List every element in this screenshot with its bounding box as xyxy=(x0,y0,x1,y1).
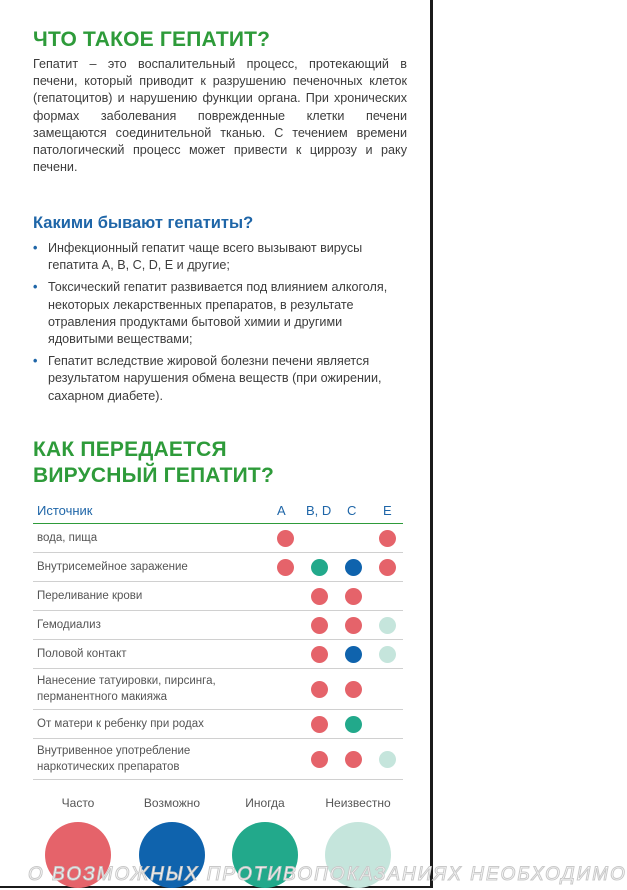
col-header-source: Источник xyxy=(37,503,93,518)
col-header-e: E xyxy=(383,503,392,518)
table-row xyxy=(33,611,403,640)
mark-possible-icon xyxy=(345,646,362,663)
list-item xyxy=(33,353,403,405)
table-row xyxy=(33,669,403,710)
table-row xyxy=(33,739,403,780)
mark-often-icon xyxy=(345,617,362,634)
mark-sometimes-icon xyxy=(311,559,328,576)
footer-cut-text: О ВОЗМОЖНЫХ ПРОТИВОПОКАЗАНИЯХ НЕОБХОДИМО xyxy=(28,864,627,885)
mark-often-icon xyxy=(311,681,328,698)
row-label: Половой контакт xyxy=(37,648,127,660)
row-label: Внутривенное употребление наркотических препаратов xyxy=(37,745,191,773)
mark-often-icon xyxy=(379,559,396,576)
mark-often-icon xyxy=(277,559,294,576)
transmission-table xyxy=(33,499,403,780)
col-header-a: A xyxy=(277,503,286,518)
mark-often-icon xyxy=(379,530,396,547)
mark-unknown-icon xyxy=(379,751,396,768)
heading-transmission-line2: ВИРУСНЫЙ ГЕПАТИТ? xyxy=(33,464,274,487)
row-label: Нанесение татуировки, пирсинга, перманентного макияжа xyxy=(37,675,216,703)
table-row xyxy=(33,582,403,611)
list-item-text: Гепатит вследствие жировой болезни печени является результатом нарушения обмена веществ (при ожирении, сахарном диабете). xyxy=(48,354,382,403)
col-header-c: C xyxy=(347,503,357,518)
heading-what-is-hepatitis: ЧТО ТАКОЕ ГЕПАТИТ? xyxy=(33,28,271,51)
legend-label: Возможно xyxy=(143,796,201,810)
row-label: Гемодиализ xyxy=(37,619,101,631)
mark-unknown-icon xyxy=(379,617,396,634)
bullet-icon: • xyxy=(33,280,38,295)
mark-often-icon xyxy=(345,588,362,605)
table-row xyxy=(33,524,403,553)
mark-often-icon xyxy=(311,646,328,663)
list-item xyxy=(33,240,403,274)
mark-possible-icon xyxy=(345,559,362,576)
table-row xyxy=(33,553,403,582)
legend-label: Иногда xyxy=(245,796,285,810)
mark-often-icon xyxy=(277,530,294,547)
row-label: Переливание крови xyxy=(37,590,143,602)
intro-paragraph: Гепатит – это воспалительный процесс, протекающий в печени, который приводит к разрушению печеночных клеток (гепатоцитов) и нарушению функции органа. При хронических формах заболевания поврежденные клетки печени замещаются соединительной тканью. С течением времени патологический процесс может привести к циррозу и раку печени. xyxy=(33,57,407,175)
list-item-text: Токсический гепатит развивается под влиянием алкоголя, некоторых лекарственных препаратов, в результате отравления продуктами бытовой химии и другими ядовитыми веществами; xyxy=(48,280,388,347)
table-body xyxy=(33,524,403,780)
list-item xyxy=(33,279,403,348)
heading-transmission xyxy=(33,437,274,489)
mark-often-icon xyxy=(311,588,328,605)
mark-sometimes-icon xyxy=(345,716,362,733)
row-label: вода, пища xyxy=(37,532,98,544)
legend-label: Часто xyxy=(61,796,95,810)
row-label: Внутрисемейное заражение xyxy=(37,561,188,573)
list-item-text: Инфекционный гепатит чаще всего вызывают вирусы гепатита A, B, C, D, E и другие; xyxy=(48,241,363,273)
col-header-bd: B, D xyxy=(306,503,332,518)
mark-unknown-icon xyxy=(379,646,396,663)
table-row xyxy=(33,640,403,669)
mark-often-icon xyxy=(311,716,328,733)
table-header xyxy=(33,499,403,524)
table-row xyxy=(33,710,403,739)
bullet-icon: • xyxy=(33,241,38,255)
mark-often-icon xyxy=(345,751,362,768)
bullet-icon: • xyxy=(33,354,38,369)
mark-often-icon xyxy=(311,617,328,634)
heading-transmission-line1: КАК ПЕРЕДАЕТСЯ xyxy=(33,438,227,461)
mark-often-icon xyxy=(345,681,362,698)
mark-often-icon xyxy=(311,751,328,768)
row-label: От матери к ребенку при родах xyxy=(37,718,204,730)
hepatitis-types-list xyxy=(33,240,403,410)
heading-hepatitis-types: Какими бывают гепатиты? xyxy=(33,214,254,232)
legend-label: Неизвестно xyxy=(325,796,391,810)
